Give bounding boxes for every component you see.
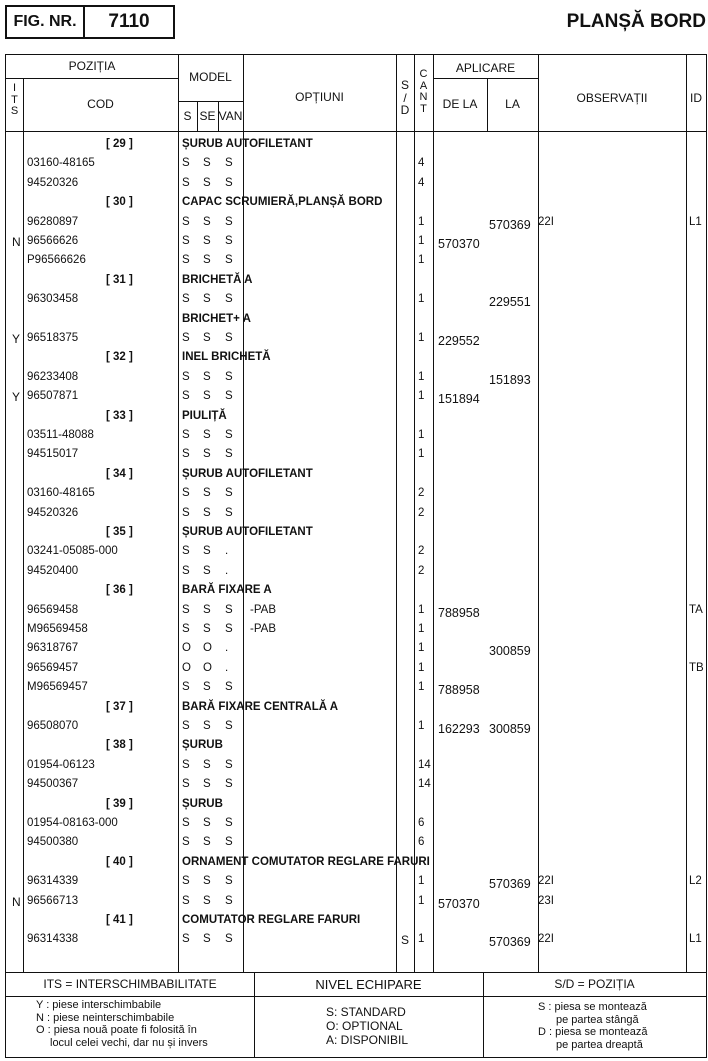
model-se: S — [203, 758, 211, 771]
side: S — [401, 933, 410, 948]
figure-number: 7110 — [108, 11, 150, 32]
group-header-row — [6, 310, 706, 329]
position-number: [ 31 ] — [106, 273, 133, 286]
table-row — [6, 756, 706, 775]
model-s: S — [182, 933, 190, 946]
part-code: 94520400 — [27, 564, 79, 577]
table-row — [6, 445, 706, 464]
part-code: P96566626 — [27, 254, 86, 267]
header-cod: COD — [87, 97, 114, 111]
model-s: S — [182, 370, 190, 383]
position-number: [ 37 ] — [106, 700, 133, 713]
part-code: 96566626 — [27, 235, 79, 247]
quantity: 1 — [418, 623, 425, 635]
table-row — [6, 251, 706, 270]
part-name: BARĂ FIXARE A — [182, 584, 272, 597]
header-model-se: SE — [199, 109, 216, 123]
table-row — [6, 562, 706, 581]
part-name: BRICHETĂ A — [182, 273, 253, 286]
part-code: 96569458 — [27, 603, 79, 616]
row-id: TA — [689, 603, 703, 616]
applic-from: 151894 — [438, 392, 480, 407]
applic-from: 162293 — [438, 722, 480, 736]
quantity: 14 — [418, 778, 431, 791]
quantity: 1 — [418, 642, 425, 655]
model-s: S — [182, 720, 190, 732]
observation: 23I — [538, 894, 554, 907]
applic-to: 151893 — [489, 372, 531, 387]
legend-nivel-title: NIVEL ECHIPARE — [315, 977, 422, 992]
group-header-row — [6, 698, 706, 717]
model-se: S — [203, 564, 211, 577]
table-row — [6, 387, 706, 406]
position-number: [ 29 ] — [106, 138, 133, 150]
model-se: S — [203, 235, 211, 247]
model-van: S — [225, 681, 233, 694]
model-s: S — [182, 448, 190, 461]
row-id: L2 — [689, 875, 702, 888]
table-row — [6, 872, 706, 891]
legend-nivel-list: S: STANDARD O: OPTIONAL A: DISPONIBIL — [326, 1005, 409, 1047]
model-s: S — [182, 254, 190, 267]
quantity: 4 — [418, 157, 425, 170]
quantity: 2 — [418, 487, 425, 500]
part-name: ȘURUB — [182, 797, 223, 810]
part-code: 96314338 — [27, 933, 79, 946]
table-row — [6, 232, 706, 251]
part-code: 96280897 — [27, 215, 79, 228]
its-flag: N — [12, 235, 21, 249]
group-header-row — [6, 465, 706, 484]
model-van: S — [225, 720, 233, 732]
legend-sd-list: S : piesa se montează pe partea stângă D : piesa se montează pe partea dreaptă — [538, 1001, 648, 1051]
model-van: S — [225, 836, 233, 849]
quantity: 1 — [418, 215, 425, 228]
part-code: 96303458 — [27, 293, 79, 306]
part-code: 96318767 — [27, 642, 79, 655]
header-aplicare: APLICARE — [455, 61, 516, 75]
figure-label: FIG. NR. — [7, 7, 85, 37]
model-se: O — [203, 642, 212, 655]
model-se: S — [203, 506, 211, 519]
observation: 22I — [538, 933, 554, 946]
model-s: S — [182, 603, 190, 616]
model-s: O — [182, 642, 191, 655]
model-se: S — [203, 875, 211, 888]
part-code: 96233408 — [27, 370, 79, 383]
model-van: S — [225, 215, 233, 228]
model-van: S — [225, 390, 233, 403]
model-s: O — [182, 661, 191, 674]
quantity: 1 — [418, 933, 425, 946]
quantity: 1 — [418, 720, 425, 732]
model-s: S — [182, 429, 190, 441]
part-name: ORNAMENT COMUTATOR REGLARE FARURI — [182, 855, 430, 868]
part-code: 94500380 — [27, 836, 79, 849]
quantity: 1 — [418, 875, 425, 888]
row-id: TB — [689, 661, 704, 674]
model-s: S — [182, 758, 190, 771]
position-number: [ 35 ] — [106, 526, 133, 538]
model-van: . — [225, 564, 229, 577]
table-row — [6, 814, 706, 833]
model-se: S — [203, 293, 211, 306]
option: -PAB — [250, 603, 276, 616]
model-van: S — [225, 487, 233, 500]
part-code: M96569458 — [27, 623, 88, 635]
position-number: [ 39 ] — [106, 797, 133, 810]
part-code: 94515017 — [27, 448, 79, 461]
quantity: 2 — [418, 506, 425, 519]
model-s: S — [182, 390, 190, 403]
model-van: S — [225, 875, 233, 888]
model-se: S — [203, 817, 211, 829]
model-van: S — [225, 235, 233, 247]
part-code: 96508070 — [27, 720, 79, 732]
part-code: M96569457 — [27, 681, 88, 694]
applic-from: 570370 — [438, 237, 480, 251]
group-header-row — [6, 736, 706, 755]
model-s: S — [182, 332, 190, 344]
legend-sd-title: S/D = POZIȚIA — [554, 977, 635, 991]
model-se: S — [203, 487, 211, 500]
model-s: S — [182, 235, 190, 247]
model-van: S — [225, 429, 233, 441]
row-id: L1 — [689, 215, 702, 228]
its-flag: N — [12, 894, 21, 909]
model-se: S — [203, 332, 211, 344]
part-code: 96314339 — [27, 875, 79, 888]
applic-from: 788958 — [438, 605, 480, 620]
group-header-row — [6, 407, 706, 426]
header-model-s: S — [183, 109, 192, 123]
model-s: S — [182, 293, 190, 306]
model-se: S — [203, 894, 211, 907]
model-s: S — [182, 778, 190, 791]
model-se: S — [203, 215, 211, 228]
quantity: 4 — [418, 176, 425, 189]
header-id: ID — [690, 91, 702, 105]
its-flag: Y — [12, 332, 21, 346]
model-se: O — [203, 661, 212, 674]
part-code: 01954-08163-000 — [27, 817, 118, 829]
legend-its-list: Y : piese interschimbabile N : piese neinterschimbabile O : piesa nouă poate fi folosită în locul celei vechi, dar nu și invers — [36, 999, 208, 1049]
table-row — [6, 174, 706, 193]
part-code: 96507871 — [27, 390, 79, 403]
model-van: S — [225, 293, 233, 306]
table-row — [6, 213, 706, 232]
observation: 22I — [538, 875, 554, 888]
table-row — [6, 620, 706, 639]
model-se: S — [203, 157, 211, 170]
group-header-row — [6, 135, 706, 154]
part-name: PIULIȚĂ — [182, 409, 227, 422]
model-van: . — [225, 642, 229, 655]
quantity: 1 — [418, 448, 425, 461]
applic-to: 570369 — [489, 935, 531, 950]
model-van: S — [225, 370, 233, 383]
row-id: L1 — [689, 933, 702, 946]
model-van: S — [225, 933, 233, 946]
legend-its-title: ITS = INTERSCHIMBABILITATE — [43, 977, 217, 991]
part-code: 03160-48165 — [27, 487, 95, 500]
position-number: [ 30 ] — [106, 196, 133, 209]
model-van: S — [225, 603, 233, 616]
model-s: S — [182, 506, 190, 519]
group-header-row — [6, 348, 706, 367]
table-row — [6, 930, 706, 949]
table-row — [6, 484, 706, 503]
part-code: 03160-48165 — [27, 157, 95, 170]
table-row — [6, 426, 706, 445]
applic-from: 788958 — [438, 683, 480, 698]
quantity: 6 — [418, 836, 425, 849]
table-row — [6, 329, 706, 348]
model-s: S — [182, 817, 190, 829]
model-van: S — [225, 332, 233, 344]
observation: 22I — [538, 215, 554, 228]
position-number: [ 34 ] — [106, 467, 133, 480]
part-name: ȘURUB — [182, 739, 223, 752]
model-se: S — [203, 176, 211, 189]
table-row — [6, 833, 706, 852]
model-van: S — [225, 623, 233, 635]
model-van: S — [225, 758, 233, 771]
applic-from: 570370 — [438, 896, 480, 911]
model-van: S — [225, 254, 233, 267]
position-number: [ 36 ] — [106, 584, 133, 597]
model-van: S — [225, 448, 233, 461]
model-se: S — [203, 778, 211, 791]
part-name: COMUTATOR REGLARE FARURI — [182, 914, 361, 926]
model-s: S — [182, 836, 190, 849]
position-number: [ 32 ] — [106, 351, 133, 364]
table-row — [6, 717, 706, 736]
model-van: . — [225, 545, 229, 558]
position-number: [ 41 ] — [106, 914, 133, 926]
model-s: S — [182, 894, 190, 907]
model-van: S — [225, 894, 233, 907]
part-code: 94520326 — [27, 176, 79, 189]
part-code: 94500367 — [27, 778, 79, 791]
figure-number-box — [5, 5, 175, 39]
model-s: S — [182, 875, 190, 888]
part-code: 96518375 — [27, 332, 79, 344]
table-row — [6, 154, 706, 173]
table-row — [6, 290, 706, 309]
page-title: PLANȘĂ BORD — [566, 11, 706, 32]
model-van: S — [225, 778, 233, 791]
part-code: 94520326 — [27, 506, 79, 519]
applic-to: 300859 — [489, 722, 531, 736]
model-se: S — [203, 720, 211, 732]
header-its: I T S — [10, 82, 19, 118]
part-name: CAPAC SCRUMIERĂ,PLANȘĂ BORD — [182, 196, 383, 209]
quantity: 1 — [418, 661, 425, 674]
model-van: S — [225, 176, 233, 189]
quantity: 6 — [418, 817, 425, 829]
position-number: [ 38 ] — [106, 739, 133, 752]
group-header-row — [6, 523, 706, 542]
option: -PAB — [250, 623, 276, 635]
model-s: S — [182, 157, 190, 170]
header-model: MODEL — [189, 70, 232, 84]
quantity: 2 — [418, 545, 425, 558]
applic-to: 570369 — [489, 877, 531, 892]
quantity: 1 — [418, 894, 425, 907]
group-header-row — [6, 193, 706, 212]
applic-to: 570369 — [489, 217, 531, 232]
quantity: 1 — [418, 429, 425, 441]
table-row — [6, 892, 706, 911]
model-se: S — [203, 545, 211, 558]
applic-from: 229552 — [438, 334, 480, 348]
group-header-row — [6, 853, 706, 872]
position-number: [ 40 ] — [106, 855, 133, 868]
part-name: ȘURUB AUTOFILETANT — [182, 138, 313, 150]
model-van: S — [225, 157, 233, 170]
header-observatii: OBSERVAȚII — [576, 91, 648, 105]
model-van: S — [225, 506, 233, 519]
part-name: BARĂ FIXARE CENTRALĂ A — [182, 700, 339, 713]
part-code: 96569457 — [27, 661, 79, 674]
model-se: S — [203, 254, 211, 267]
model-se: S — [203, 390, 211, 403]
header-sd: S / D — [400, 78, 410, 118]
model-se: S — [203, 429, 211, 441]
header-pozitia: POZIȚIA — [68, 59, 116, 73]
quantity: 1 — [418, 293, 425, 306]
part-name: ȘURUB AUTOFILETANT — [182, 467, 313, 480]
group-header-row — [6, 911, 706, 930]
quantity: 1 — [418, 603, 425, 616]
quantity: 1 — [418, 332, 425, 344]
applic-to: 300859 — [489, 644, 531, 659]
part-code: 01954-06123 — [27, 758, 95, 771]
part-code: 96566713 — [27, 894, 79, 907]
model-s: S — [182, 681, 190, 694]
table-row — [6, 639, 706, 658]
quantity: 2 — [418, 564, 425, 577]
table-row — [6, 601, 706, 620]
model-se: S — [203, 836, 211, 849]
parts-table — [5, 54, 707, 1058]
model-van: . — [225, 661, 229, 674]
table-row — [6, 678, 706, 697]
model-se: S — [203, 448, 211, 461]
model-s: S — [182, 545, 190, 558]
quantity: 1 — [418, 254, 425, 267]
group-header-row — [6, 795, 706, 814]
model-s: S — [182, 487, 190, 500]
header-la: LA — [505, 97, 520, 111]
quantity: 1 — [418, 390, 425, 403]
model-se: S — [203, 370, 211, 383]
header-model-van: VAN — [218, 109, 243, 123]
quantity: 1 — [418, 681, 425, 694]
table-row — [6, 368, 706, 387]
group-header-row — [6, 581, 706, 600]
part-code: 03241-05085-000 — [27, 545, 118, 558]
table-row — [6, 504, 706, 523]
part-code: 03511-48088 — [27, 429, 94, 441]
model-se: S — [203, 681, 211, 694]
model-se: S — [203, 603, 211, 616]
table-row — [6, 775, 706, 794]
quantity: 1 — [418, 235, 425, 247]
quantity: 1 — [418, 370, 425, 383]
group-header-row — [6, 271, 706, 290]
table-row — [6, 542, 706, 561]
model-s: S — [182, 564, 190, 577]
header-de-la: DE LA — [442, 97, 478, 111]
model-se: S — [203, 623, 211, 635]
model-van: S — [225, 817, 233, 829]
model-s: S — [182, 623, 190, 635]
part-name: BRICHET+ A — [182, 312, 251, 325]
part-name: INEL BRICHETĂ — [182, 351, 271, 364]
model-se: S — [203, 933, 211, 946]
applic-to: 229551 — [489, 295, 531, 310]
quantity: 14 — [418, 758, 431, 771]
table-row — [6, 659, 706, 678]
header-optiuni: OPȚIUNI — [295, 90, 344, 104]
model-s: S — [182, 176, 190, 189]
position-number: [ 33 ] — [106, 409, 133, 422]
part-name: ȘURUB AUTOFILETANT — [182, 526, 313, 538]
header-cant: C A N T — [419, 68, 428, 115]
model-s: S — [182, 215, 190, 228]
its-flag: Y — [12, 390, 21, 405]
